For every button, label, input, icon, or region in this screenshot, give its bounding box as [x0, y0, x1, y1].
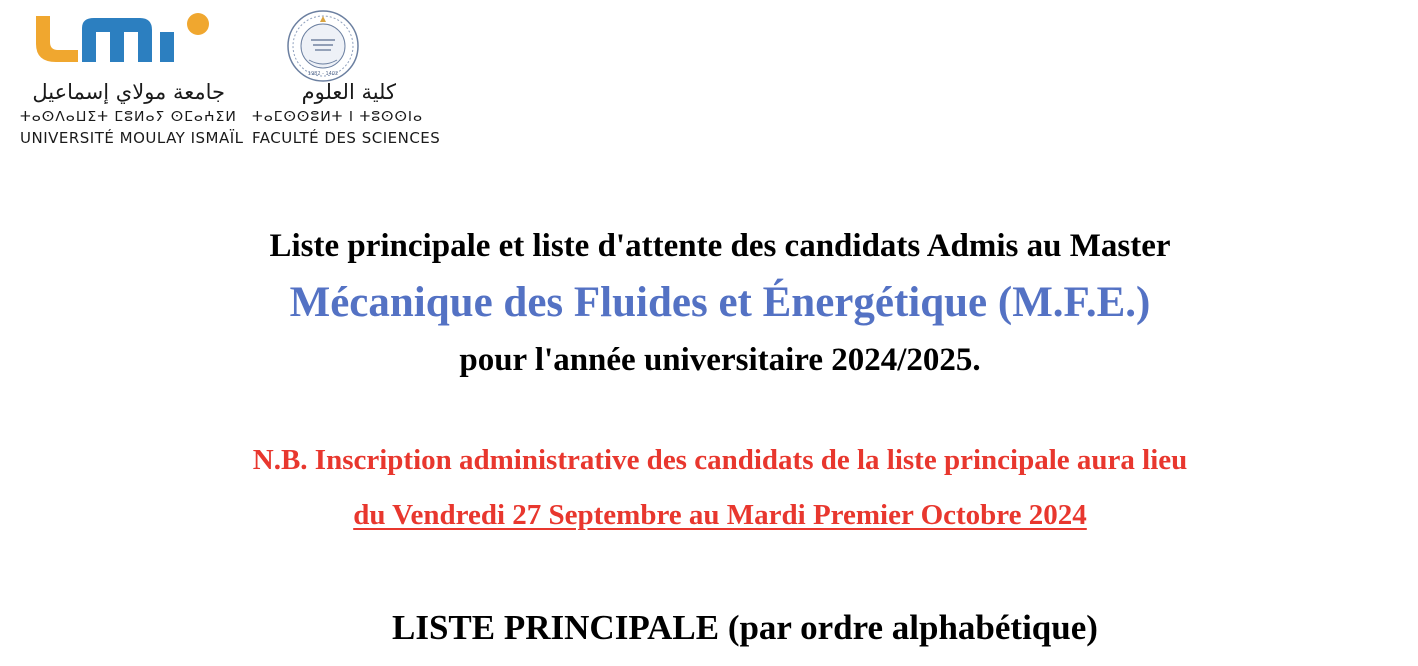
faculty-seal-icon	[284, 8, 362, 84]
university-logo	[20, 10, 244, 150]
seal-years: 1982 - 1402	[307, 71, 339, 77]
registration-notice: N.B. Inscription administrative des candidats de la liste principale aura lieu	[252, 444, 1188, 476]
faculty-latin-name: FACULTÉ DES SCIENCES	[252, 129, 441, 147]
master-program-title: Mécanique des Fluides et Énergétique (M.F.E.)	[289, 279, 1151, 326]
registration-dates: du Vendredi 27 Septembre au Mardi Premier Octobre 2024	[353, 499, 1087, 531]
university-latin-name: UNIVERSITÉ MOULAY ISMAÏL	[20, 129, 244, 147]
university-tifinagh-name: ⵜⴰⵙⴷⴰⵡⵉⵜ ⵎⵓⵍⴰⵢ ⵙⵎⴰⵄⵉⵍ	[20, 109, 237, 125]
umi-logo-mark	[20, 10, 220, 72]
faculty-arabic-name: كلية العلوم	[301, 80, 396, 104]
academic-year-line: pour l'année universitaire 2024/2025.	[459, 342, 981, 378]
faculty-tifinagh-name: ⵜⴰⵎⵙⵙⵓⵍⵜ ⵏ ⵜⵓⵙⵙⵏⴰ	[252, 109, 424, 125]
faculty-logo	[248, 8, 441, 150]
title-line-1: Liste principale et liste d'attente des candidats Admis au Master	[269, 228, 1171, 264]
main-list-heading: LISTE PRINCIPALE (par ordre alphabétique)	[392, 608, 1098, 647]
university-arabic-name: جامعة مولاي إسماعيل	[32, 80, 225, 104]
